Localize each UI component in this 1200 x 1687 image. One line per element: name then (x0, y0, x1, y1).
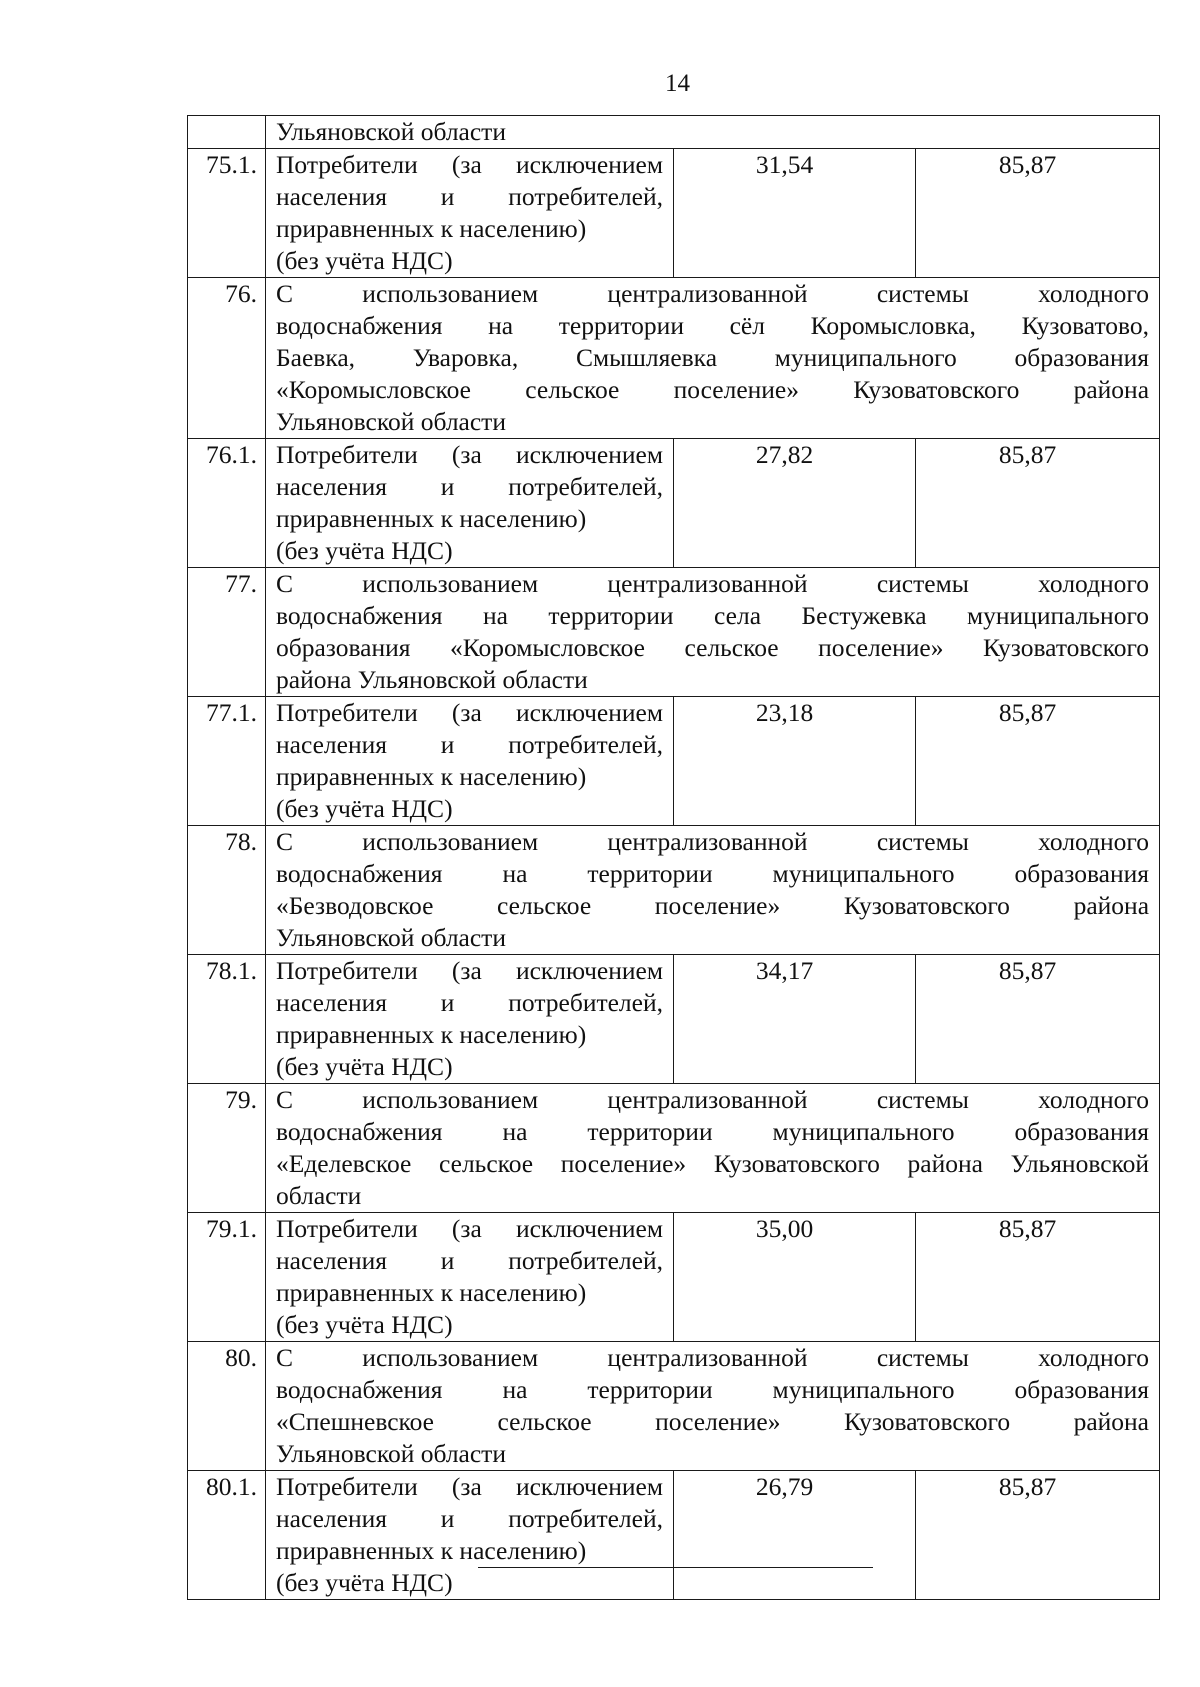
table-row-section (188, 568, 1160, 697)
consumer-line: (без учёта НДС) (276, 536, 453, 565)
page-number: 14 (665, 70, 690, 97)
row-number: 77. (188, 568, 266, 697)
section-line: С использованием централизованной системы холодного (276, 569, 1150, 598)
row-number: 77.1. (188, 697, 266, 826)
tariff-value-2: 85,87 (916, 149, 1160, 278)
consumer-line: (без учёта НДС) (276, 1568, 453, 1597)
section-description (266, 278, 1160, 439)
row-number-cell (188, 116, 266, 149)
section-description (266, 568, 1160, 697)
section-line: водоснабжения на территории сёл Коромысловка, Кузоватово, (276, 311, 1150, 340)
section-line: «Безводовское сельское поселение» Кузоватовского района (276, 891, 1150, 920)
consumer-line: приравненных к населению) (276, 1020, 587, 1049)
consumer-line: Потребители (за исключением (276, 440, 663, 469)
section-line: Баевка, Уваровка, Смышляевка муниципального образования (276, 343, 1150, 372)
table-row-consumer (188, 1213, 1160, 1342)
section-line: Ульяновской области (276, 1439, 506, 1468)
consumer-description (266, 1213, 674, 1342)
consumer-description (266, 1471, 674, 1600)
tariff-value-2: 85,87 (916, 697, 1160, 826)
tariff-value-2: 85,87 (916, 955, 1160, 1084)
tariff-value-1: 34,17 (674, 955, 916, 1084)
section-line: Ульяновской области (276, 407, 506, 436)
section-line: водоснабжения на территории села Бестужевка муниципального (276, 601, 1150, 630)
row-number: 76.1. (188, 439, 266, 568)
consumer-description (266, 697, 674, 826)
consumer-line: приравненных к населению) (276, 504, 587, 533)
table-row-consumer (188, 149, 1160, 278)
section-description (266, 1342, 1160, 1471)
consumer-description (266, 955, 674, 1084)
table-row-consumer (188, 697, 1160, 826)
row-number: 80. (188, 1342, 266, 1471)
table-row-section (188, 1342, 1160, 1471)
tariff-value-1: 35,00 (674, 1213, 916, 1342)
section-line: С использованием централизованной системы холодного (276, 1343, 1150, 1372)
row-number: 78. (188, 826, 266, 955)
section-description (266, 1084, 1160, 1213)
consumer-line: Потребители (за исключением (276, 150, 663, 179)
section-line: водоснабжения на территории муниципального образования (276, 1375, 1150, 1404)
table-row-section (188, 1084, 1160, 1213)
section-line: района Ульяновской области (276, 665, 588, 694)
tariff-value-2: 85,87 (916, 1471, 1160, 1600)
row-number: 76. (188, 278, 266, 439)
tariff-value-2: 85,87 (916, 1213, 1160, 1342)
table-row-section (188, 826, 1160, 955)
table-row-consumer (188, 439, 1160, 568)
consumer-line: населения и потребителей, (276, 730, 663, 759)
consumer-line: населения и потребителей, (276, 472, 663, 501)
section-line: С использованием централизованной системы холодного (276, 1085, 1150, 1114)
consumer-line: приравненных к населению) (276, 1536, 587, 1565)
consumer-line: (без учёта НДС) (276, 1052, 453, 1081)
tariff-value-1: 26,79 (674, 1471, 916, 1600)
consumer-line: (без учёта НДС) (276, 794, 453, 823)
consumer-line: приравненных к населению) (276, 214, 587, 243)
consumer-line: Потребители (за исключением (276, 1214, 663, 1243)
consumer-description (266, 439, 674, 568)
section-line: водоснабжения на территории муниципального образования (276, 859, 1150, 888)
row-number: 80.1. (188, 1471, 266, 1600)
table-row-section (188, 278, 1160, 439)
section-line: «Коромысловское сельское поселение» Кузоватовского района (276, 375, 1150, 404)
section-description (266, 826, 1160, 955)
consumer-line: Потребители (за исключением (276, 956, 663, 985)
consumer-line: населения и потребителей, (276, 988, 663, 1017)
consumer-line: (без учёта НДС) (276, 246, 453, 275)
consumer-line: населения и потребителей, (276, 1246, 663, 1275)
section-line: С использованием централизованной системы холодного (276, 827, 1150, 856)
consumer-line: приравненных к населению) (276, 1278, 587, 1307)
section-line: «Еделевское сельское поселение» Кузоватовского района Ульяновской (276, 1149, 1150, 1178)
tariff-value-2: 85,87 (916, 439, 1160, 568)
continuation-text: Ульяновской области (266, 116, 1160, 149)
row-number: 79.1. (188, 1213, 266, 1342)
tariff-value-1: 23,18 (674, 697, 916, 826)
end-of-document-rule (478, 1567, 873, 1568)
section-line: водоснабжения на территории муниципального образования (276, 1117, 1150, 1146)
row-number: 75.1. (188, 149, 266, 278)
tariff-table-body (188, 116, 1160, 1600)
section-line: области (276, 1181, 362, 1210)
table-row-consumer (188, 1471, 1160, 1600)
consumer-line: Потребители (за исключением (276, 1472, 663, 1501)
consumer-line: населения и потребителей, (276, 1504, 663, 1533)
section-line: С использованием централизованной системы холодного (276, 279, 1150, 308)
tariff-value-1: 31,54 (674, 149, 916, 278)
section-line: Ульяновской области (276, 923, 506, 952)
consumer-line: населения и потребителей, (276, 182, 663, 211)
consumer-line: Потребители (за исключением (276, 698, 663, 727)
row-number: 78.1. (188, 955, 266, 1084)
table-row-continuation (188, 116, 1160, 149)
section-line: образования «Коромысловское сельское поселение» Кузоватовского (276, 633, 1150, 662)
section-line: «Спешневское сельское поселение» Кузоватовского района (276, 1407, 1150, 1436)
tariff-value-1: 27,82 (674, 439, 916, 568)
consumer-description (266, 149, 674, 278)
consumer-line: (без учёта НДС) (276, 1310, 453, 1339)
table-row-consumer (188, 955, 1160, 1084)
row-number: 79. (188, 1084, 266, 1213)
consumer-line: приравненных к населению) (276, 762, 587, 791)
tariff-table (187, 115, 1160, 1600)
